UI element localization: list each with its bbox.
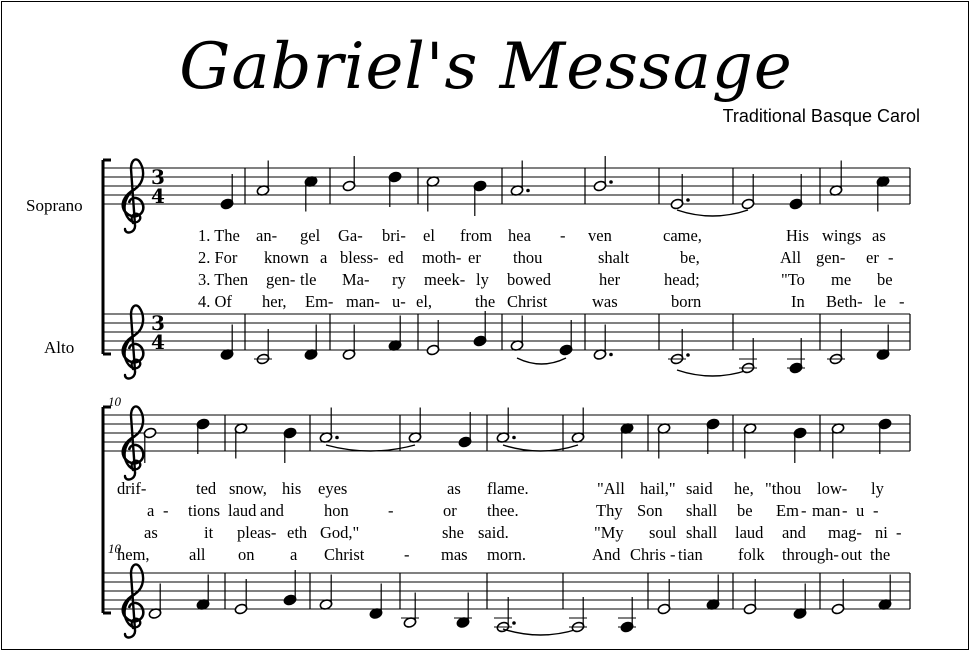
lyric: morn.	[487, 545, 526, 564]
lyric: all	[189, 545, 206, 564]
lyric: out	[841, 545, 863, 564]
lyric: her	[599, 270, 621, 289]
lyric: head;	[664, 270, 700, 289]
measure-number-alto: 10	[108, 541, 121, 556]
lyric: God,"	[320, 523, 360, 542]
song-title: Gabriel's Message	[179, 30, 793, 104]
lyric: -	[899, 292, 905, 311]
note-dot	[686, 198, 690, 202]
lyric: through-	[782, 545, 839, 564]
lyric: His	[786, 226, 809, 245]
lyric: ry	[392, 270, 406, 289]
lyric: folk	[738, 545, 765, 564]
lyric: el,	[416, 292, 433, 311]
lyric: 3. Then	[198, 270, 249, 289]
lyric: shalt	[598, 248, 630, 267]
lyric: -	[163, 501, 169, 520]
lyric: Em-	[305, 292, 334, 311]
tie-slur	[503, 445, 578, 451]
time-signature-bottom: 4	[151, 330, 165, 354]
lyric: drif-	[117, 479, 147, 498]
lyric: snow,	[229, 479, 267, 498]
lyric: as	[447, 479, 461, 498]
lyric: gel	[300, 226, 321, 245]
lyric: mag-	[828, 523, 862, 542]
lyric: Ma-	[342, 270, 370, 289]
treble-clef	[123, 159, 144, 232]
lyric: ni	[875, 523, 888, 542]
tie-slur	[677, 370, 748, 376]
lyric: 1. The	[198, 226, 240, 245]
lyric: hon	[324, 501, 349, 520]
lyric: she	[442, 523, 464, 542]
lyric: the	[870, 545, 891, 564]
system-bracket	[103, 160, 111, 354]
lyric: Christ	[507, 292, 548, 311]
note-dot	[609, 353, 613, 357]
lyric: eth	[287, 523, 308, 542]
lyric: -	[388, 501, 394, 520]
lyric: flame.	[487, 479, 529, 498]
alto-label: Alto	[44, 338, 75, 357]
lyric: ly	[476, 270, 489, 289]
lyric: 4. Of	[198, 292, 232, 311]
lyric: as	[872, 226, 886, 245]
lyric: his	[282, 479, 302, 498]
lyric: man	[812, 501, 841, 520]
lyric: ted	[196, 479, 217, 498]
lyric: on	[238, 545, 255, 564]
lyric: bless-	[340, 248, 379, 267]
lyric: shall	[686, 523, 718, 542]
lyric: moth-	[422, 248, 462, 267]
lyric: meek-	[424, 270, 466, 289]
soprano-label: Soprano	[26, 196, 83, 215]
lyric: was	[592, 292, 618, 311]
lyric: bri-	[382, 226, 406, 245]
lyric: ven	[588, 226, 612, 245]
lyric: pleas-	[237, 523, 277, 542]
lyric: u	[856, 501, 865, 520]
lyric: low-	[817, 479, 848, 498]
lyric: a	[290, 545, 298, 564]
lyric: gen-	[816, 248, 846, 267]
lyric: 2. For	[198, 248, 238, 267]
lyric: laud	[228, 501, 257, 520]
lyric: -	[560, 226, 566, 245]
lyric: me	[831, 270, 852, 289]
note-dot	[512, 621, 516, 625]
lyric: -	[888, 248, 894, 267]
lyric: ed	[388, 248, 404, 267]
lyric: -	[896, 523, 902, 542]
lyric: -	[404, 545, 410, 564]
lyric: Ga-	[338, 226, 363, 245]
lyric: bowed	[507, 270, 551, 289]
lyric: as	[144, 523, 158, 542]
lyric: or	[443, 501, 457, 520]
measure-number-soprano: 10	[108, 394, 121, 409]
lyric: Em	[776, 501, 799, 520]
lyric: mas	[441, 545, 468, 564]
lyric: thou	[513, 248, 543, 267]
treble-clef	[123, 305, 144, 378]
lyric: "To	[781, 270, 805, 289]
lyric: Thy	[596, 501, 623, 520]
tie-slur	[503, 629, 578, 635]
lyric: born	[671, 292, 702, 311]
lyric: her,	[262, 292, 287, 311]
note-dot	[686, 353, 690, 357]
lyric: an-	[256, 226, 278, 245]
time-signature-top: 3	[151, 311, 165, 335]
lyric: said	[686, 479, 713, 498]
tie-slur	[517, 358, 566, 364]
lyric: from	[460, 226, 493, 245]
lyric: Chris	[630, 545, 666, 564]
lyric: And	[592, 545, 621, 564]
tie-slur	[326, 445, 415, 451]
lyric: Beth-	[826, 292, 863, 311]
lyric: "thou	[765, 479, 802, 498]
lyric: wings	[822, 226, 862, 245]
time-signature-top: 3	[151, 165, 165, 189]
lyric: Christ	[324, 545, 365, 564]
lyric: tle	[300, 270, 317, 289]
lyric: -	[842, 501, 848, 520]
lyric: gen-	[266, 270, 296, 289]
lyric: tian	[678, 545, 703, 564]
lyric: -	[801, 501, 807, 520]
note-dot	[526, 189, 530, 193]
composer-credit: Traditional Basque Carol	[722, 106, 920, 126]
lyric: Son	[637, 501, 663, 520]
lyric: soul	[649, 523, 677, 542]
lyric: u-	[392, 292, 406, 311]
note-dot	[609, 180, 613, 184]
lyric: eyes	[318, 479, 348, 498]
lyric: -	[873, 501, 879, 520]
lyric: be,	[680, 248, 700, 267]
note-dot	[512, 436, 516, 440]
treble-clef	[123, 406, 144, 479]
lyric: tions	[188, 501, 221, 520]
lyric: came,	[663, 226, 702, 245]
lyric: a	[147, 501, 155, 520]
lyric: be	[877, 270, 893, 289]
lyric: ly	[871, 479, 884, 498]
lyric: said.	[478, 523, 509, 542]
lyric: hail,"	[640, 479, 676, 498]
lyric: le	[874, 292, 886, 311]
lyric: er	[468, 248, 481, 267]
lyric: man-	[346, 292, 380, 311]
lyric: a	[320, 248, 328, 267]
lyric: hem,	[117, 545, 150, 564]
tie-slur	[677, 210, 748, 216]
lyric: hea	[508, 226, 531, 245]
treble-clef	[123, 564, 144, 637]
lyric: "My	[594, 523, 624, 542]
lyric: In	[791, 292, 805, 311]
lyric: laud	[735, 523, 764, 542]
lyric: thee.	[487, 501, 519, 520]
lyric: and	[782, 523, 806, 542]
lyric: and	[260, 501, 284, 520]
time-signature-bottom: 4	[151, 184, 165, 208]
lyric: shall	[686, 501, 718, 520]
lyric: -	[670, 545, 676, 564]
lyric: he,	[734, 479, 754, 498]
lyric: known	[264, 248, 309, 267]
note-dot	[335, 436, 339, 440]
lyric: All	[780, 248, 802, 267]
lyric: er	[866, 248, 879, 267]
lyric: be	[737, 501, 753, 520]
lyric: it	[204, 523, 214, 542]
lyric: the	[475, 292, 496, 311]
lyric: el	[423, 226, 435, 245]
lyric: "All	[597, 479, 625, 498]
